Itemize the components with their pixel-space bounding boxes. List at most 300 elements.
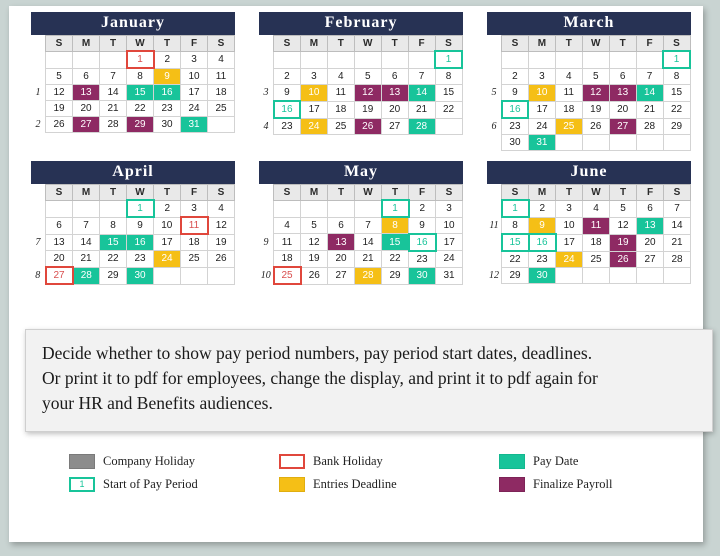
day-cell[interactable]: 10	[528, 85, 555, 102]
day-cell[interactable]: 9	[502, 85, 529, 102]
day-cell-empty[interactable]	[610, 268, 637, 284]
weekday-header: S	[663, 36, 690, 52]
legend-item-start	[69, 477, 279, 492]
day-cell[interactable]: 9	[409, 217, 436, 234]
day-cell[interactable]: 4	[555, 68, 582, 85]
legend-label: Finalize Payroll	[533, 477, 613, 491]
day-cell[interactable]: 7	[355, 217, 382, 234]
day-cell[interactable]: 30	[502, 135, 529, 151]
day-cell[interactable]: 23	[529, 251, 556, 268]
day-cell[interactable]: 9	[529, 217, 556, 234]
legend-label: Company Holiday	[103, 454, 196, 468]
day-cell[interactable]: 13	[381, 85, 408, 102]
weekday-header: T	[154, 185, 181, 201]
day-cell[interactable]: 10	[556, 217, 583, 234]
day-cell[interactable]: 12	[46, 85, 73, 101]
day-cell[interactable]: 17	[300, 101, 327, 118]
week-row	[31, 251, 235, 268]
week-row	[487, 85, 690, 102]
day-cell[interactable]: 16	[502, 101, 529, 118]
day-cell-empty[interactable]	[73, 200, 100, 217]
week-row	[31, 267, 235, 284]
day-cell[interactable]: 28	[100, 117, 127, 133]
day-cell[interactable]: 22	[127, 101, 154, 117]
day-cell[interactable]: 22	[663, 101, 690, 118]
week-row	[487, 268, 691, 284]
day-cell[interactable]: 14	[408, 85, 435, 102]
day-cell-empty[interactable]	[609, 51, 636, 68]
day-cell[interactable]: 7	[636, 68, 663, 85]
day-cell[interactable]: 12	[208, 217, 235, 234]
day-cell[interactable]: 22	[100, 251, 127, 268]
day-cell[interactable]: 4	[327, 68, 354, 85]
day-cell[interactable]: 17	[154, 234, 181, 251]
day-cell[interactable]: 2	[274, 68, 301, 85]
day-cell[interactable]: 9	[274, 85, 301, 102]
day-cell[interactable]: 6	[328, 217, 355, 234]
pay-period-number	[487, 200, 502, 217]
day-cell-empty[interactable]	[528, 51, 555, 68]
day-cell[interactable]: 25	[583, 251, 610, 268]
day-cell[interactable]: 2	[154, 51, 181, 68]
day-cell[interactable]: 20	[73, 101, 100, 117]
day-cell[interactable]: 13	[637, 217, 664, 234]
day-cell-empty[interactable]	[46, 200, 73, 217]
week-row	[487, 101, 690, 118]
weekday-header: T	[556, 185, 583, 201]
day-cell[interactable]: 8	[435, 68, 462, 85]
week-row	[259, 267, 463, 284]
legend-item-pay	[499, 454, 679, 469]
weekday-header: S	[436, 185, 463, 201]
day-cell[interactable]: 31	[528, 135, 555, 151]
day-cell[interactable]: 12	[301, 234, 328, 251]
day-cell[interactable]: 22	[435, 101, 462, 118]
day-cell[interactable]: 20	[609, 101, 636, 118]
day-cell[interactable]: 18	[274, 251, 301, 268]
day-cell[interactable]: 31	[181, 117, 208, 133]
weekday-header: F	[181, 36, 208, 52]
legend-swatch-pay-icon	[499, 454, 525, 469]
day-cell[interactable]: 26	[610, 251, 637, 268]
weekday-header: S	[502, 36, 529, 52]
pay-period-number: 3	[263, 87, 269, 99]
day-cell[interactable]: 27	[73, 117, 100, 133]
day-cell[interactable]: 25	[327, 118, 354, 135]
day-cell[interactable]: 24	[154, 251, 181, 268]
day-cell[interactable]: 17	[181, 85, 208, 101]
week-row	[31, 51, 235, 68]
day-cell[interactable]: 3	[181, 51, 208, 68]
day-cell-empty[interactable]	[582, 135, 609, 151]
weekday-header: W	[127, 185, 154, 201]
pay-period-number	[259, 101, 274, 118]
day-cell[interactable]: 12	[610, 217, 637, 234]
day-cell[interactable]: 21	[355, 251, 382, 268]
day-cell[interactable]: 1	[382, 200, 409, 217]
day-cell[interactable]: 21	[636, 101, 663, 118]
day-cell[interactable]: 18	[583, 234, 610, 251]
day-cell-empty[interactable]	[274, 200, 301, 217]
pay-period-number	[259, 68, 274, 85]
day-cell[interactable]: 4	[583, 200, 610, 217]
day-cell[interactable]: 1	[127, 51, 154, 68]
day-cell[interactable]: 25	[555, 118, 582, 135]
pay-period-number	[487, 68, 502, 85]
day-cell[interactable]: 23	[154, 101, 181, 117]
day-cell[interactable]: 5	[354, 68, 381, 85]
day-cell[interactable]: 18	[555, 101, 582, 118]
day-cell[interactable]: 20	[328, 251, 355, 268]
day-cell-empty[interactable]	[46, 51, 73, 68]
day-cell[interactable]: 14	[355, 234, 382, 251]
callout-line-3: your HR and Benefits audiences.	[42, 393, 273, 414]
day-cell[interactable]: 3	[300, 68, 327, 85]
day-cell[interactable]: 14	[100, 85, 127, 101]
day-cell[interactable]: 15	[502, 234, 529, 251]
day-cell[interactable]: 24	[181, 101, 208, 117]
day-cell[interactable]: 18	[208, 85, 235, 101]
day-cell[interactable]: 20	[381, 101, 408, 118]
day-cell[interactable]: 21	[100, 101, 127, 117]
day-cell[interactable]: 25	[208, 101, 235, 117]
day-cell[interactable]: 26	[582, 118, 609, 135]
day-cell-empty[interactable]	[381, 51, 408, 68]
day-cell-empty[interactable]	[181, 267, 208, 284]
day-cell[interactable]: 19	[582, 101, 609, 118]
week-row	[31, 217, 235, 234]
legend-swatch-holiday-icon	[69, 454, 95, 469]
day-cell[interactable]: 30	[127, 267, 154, 284]
day-cell[interactable]: 8	[100, 217, 127, 234]
day-cell[interactable]: 11	[181, 217, 208, 234]
day-cell[interactable]: 5	[582, 68, 609, 85]
day-cell[interactable]: 28	[636, 118, 663, 135]
day-cell-empty[interactable]	[100, 200, 127, 217]
day-cell-empty[interactable]	[582, 51, 609, 68]
week-row	[31, 85, 235, 101]
week-row	[487, 200, 691, 217]
day-cell[interactable]: 6	[609, 68, 636, 85]
day-cell-empty[interactable]	[636, 51, 663, 68]
day-cell[interactable]: 18	[181, 234, 208, 251]
day-cell[interactable]: 29	[127, 117, 154, 133]
callout-box	[25, 329, 713, 432]
pay-period-number: 10	[260, 270, 271, 281]
day-cell[interactable]: 7	[408, 68, 435, 85]
day-cell[interactable]: 19	[46, 101, 73, 117]
week-row	[31, 117, 235, 133]
weekday-header: F	[408, 36, 435, 52]
day-cell-empty[interactable]	[354, 51, 381, 68]
weekday-header: W	[583, 185, 610, 201]
day-cell[interactable]: 9	[127, 217, 154, 234]
day-cell[interactable]: 20	[46, 251, 73, 268]
day-cell[interactable]: 4	[274, 217, 301, 234]
day-cell[interactable]: 10	[300, 85, 327, 102]
day-cell[interactable]: 2	[409, 200, 436, 217]
day-cell[interactable]: 30	[409, 267, 436, 284]
month-title: January	[31, 12, 235, 35]
day-cell[interactable]: 13	[46, 234, 73, 251]
day-cell[interactable]: 16	[529, 234, 556, 251]
day-cell[interactable]: 11	[274, 234, 301, 251]
day-cell[interactable]: 17	[528, 101, 555, 118]
day-cell[interactable]: 26	[46, 117, 73, 133]
day-cell[interactable]: 18	[327, 101, 354, 118]
day-cell[interactable]: 26	[354, 118, 381, 135]
day-cell-empty[interactable]	[208, 117, 235, 133]
month-may	[259, 161, 463, 285]
day-cell[interactable]: 27	[381, 118, 408, 135]
week-row	[259, 234, 463, 251]
weekday-header: S	[274, 36, 301, 52]
day-cell-empty[interactable]	[328, 200, 355, 217]
day-cell[interactable]: 30	[529, 268, 556, 284]
pay-period-number	[259, 217, 274, 234]
weekday-header: W	[127, 36, 154, 52]
day-cell-empty[interactable]	[301, 200, 328, 217]
day-cell[interactable]: 10	[181, 68, 208, 85]
weekday-header: S	[208, 185, 235, 201]
day-cell-empty[interactable]	[556, 268, 583, 284]
day-cell[interactable]: 15	[100, 234, 127, 251]
weekday-header: S	[274, 185, 301, 201]
weekday-header: T	[154, 36, 181, 52]
day-cell[interactable]: 15	[382, 234, 409, 251]
day-cell[interactable]: 28	[664, 251, 691, 268]
day-cell-empty[interactable]	[154, 267, 181, 284]
day-cell[interactable]: 28	[355, 267, 382, 284]
day-cell[interactable]: 27	[609, 118, 636, 135]
day-cell[interactable]: 21	[408, 101, 435, 118]
day-cell[interactable]: 23	[409, 251, 436, 268]
day-cell[interactable]: 27	[46, 267, 73, 284]
day-cell[interactable]: 19	[610, 234, 637, 251]
day-cell-empty[interactable]	[208, 267, 235, 284]
week-row	[259, 200, 463, 217]
day-cell[interactable]: 1	[502, 200, 529, 217]
weekday-header: T	[100, 185, 127, 201]
day-cell[interactable]: 9	[154, 68, 181, 85]
day-cell-empty[interactable]	[408, 51, 435, 68]
day-cell[interactable]: 3	[556, 200, 583, 217]
weekday-header: F	[637, 185, 664, 201]
day-cell[interactable]: 4	[208, 200, 235, 217]
weekday-header: M	[73, 185, 100, 201]
day-cell[interactable]: 6	[46, 217, 73, 234]
weekday-header: S	[502, 185, 529, 201]
day-cell-empty[interactable]	[355, 200, 382, 217]
day-cell[interactable]: 26	[208, 251, 235, 268]
day-cell[interactable]: 23	[274, 118, 301, 135]
day-cell[interactable]: 4	[208, 51, 235, 68]
day-cell[interactable]: 8	[502, 217, 529, 234]
weekday-header: T	[610, 185, 637, 201]
day-cell[interactable]: 19	[301, 251, 328, 268]
weekday-header: M	[528, 36, 555, 52]
day-cell-empty[interactable]	[274, 51, 301, 68]
day-cell[interactable]: 5	[301, 217, 328, 234]
month-title: May	[259, 161, 463, 184]
day-cell-empty[interactable]	[555, 135, 582, 151]
pay-period-number: 4	[263, 120, 269, 132]
week-row	[259, 51, 462, 68]
day-cell-empty[interactable]	[300, 51, 327, 68]
weekday-header: W	[354, 36, 381, 52]
pay-period-number: 5	[491, 87, 497, 99]
day-cell[interactable]: 13	[73, 85, 100, 101]
legend-item-bank	[279, 454, 499, 469]
day-cell[interactable]: 11	[208, 68, 235, 85]
day-cell[interactable]: 17	[436, 234, 463, 251]
day-cell[interactable]: 12	[354, 85, 381, 102]
day-cell[interactable]: 26	[301, 267, 328, 284]
day-cell-empty[interactable]	[609, 135, 636, 151]
day-cell[interactable]: 17	[556, 234, 583, 251]
day-cell[interactable]: 12	[582, 85, 609, 102]
pay-period-number: 12	[489, 270, 499, 281]
day-cell[interactable]: 8	[382, 217, 409, 234]
day-cell-empty[interactable]	[327, 51, 354, 68]
day-cell[interactable]: 7	[73, 217, 100, 234]
day-cell-empty[interactable]	[583, 268, 610, 284]
day-cell[interactable]: 25	[274, 267, 301, 284]
day-cell[interactable]: 8	[663, 68, 690, 85]
day-cell[interactable]: 16	[127, 234, 154, 251]
day-cell[interactable]: 2	[502, 68, 529, 85]
day-cell[interactable]: 7	[664, 200, 691, 217]
weekday-header: W	[355, 185, 382, 201]
day-cell[interactable]: 28	[408, 118, 435, 135]
day-cell[interactable]: 21	[664, 234, 691, 251]
pay-period-number: 8	[35, 270, 41, 281]
day-cell[interactable]: 19	[354, 101, 381, 118]
day-cell[interactable]: 29	[502, 268, 529, 284]
day-cell[interactable]: 16	[154, 85, 181, 101]
weekday-header: T	[328, 185, 355, 201]
day-cell[interactable]: 29	[663, 118, 690, 135]
day-cell[interactable]: 24	[528, 118, 555, 135]
day-cell[interactable]: 2	[529, 200, 556, 217]
day-cell[interactable]: 14	[73, 234, 100, 251]
day-cell[interactable]: 15	[127, 85, 154, 101]
pay-period-number: 6	[491, 120, 497, 132]
month-table	[259, 184, 463, 285]
day-cell[interactable]: 16	[409, 234, 436, 251]
pay-period-number: 9	[263, 236, 269, 248]
day-cell[interactable]: 14	[664, 217, 691, 234]
legend-label: Pay Date	[533, 454, 579, 468]
month-table	[259, 35, 463, 135]
pay-period-number	[259, 51, 274, 68]
day-cell[interactable]: 24	[436, 251, 463, 268]
day-cell[interactable]: 24	[556, 251, 583, 268]
day-cell-empty[interactable]	[555, 51, 582, 68]
week-row	[487, 251, 691, 268]
day-cell[interactable]: 30	[154, 117, 181, 133]
day-cell[interactable]: 15	[663, 85, 690, 102]
day-cell[interactable]: 3	[436, 200, 463, 217]
day-cell[interactable]: 21	[73, 251, 100, 268]
legend-swatch-final-icon	[499, 477, 525, 492]
day-cell[interactable]: 27	[637, 251, 664, 268]
day-cell-empty[interactable]	[73, 51, 100, 68]
day-cell-empty[interactable]	[663, 135, 690, 151]
day-cell[interactable]: 8	[127, 68, 154, 85]
day-cell[interactable]: 1	[127, 200, 154, 217]
day-cell[interactable]: 3	[528, 68, 555, 85]
day-cell[interactable]: 31	[436, 267, 463, 284]
day-cell[interactable]: 27	[328, 267, 355, 284]
day-cell[interactable]: 11	[327, 85, 354, 102]
day-cell[interactable]: 23	[502, 118, 529, 135]
day-cell-empty[interactable]	[502, 51, 529, 68]
day-cell[interactable]: 6	[637, 200, 664, 217]
day-cell[interactable]: 23	[127, 251, 154, 268]
day-cell[interactable]: 13	[328, 234, 355, 251]
week-row	[31, 68, 235, 85]
legend-item-entries	[279, 477, 499, 492]
day-cell[interactable]: 15	[435, 85, 462, 102]
day-cell[interactable]: 19	[208, 234, 235, 251]
day-cell-empty[interactable]	[435, 118, 462, 135]
day-cell-empty[interactable]	[637, 268, 664, 284]
day-cell[interactable]: 29	[382, 267, 409, 284]
day-cell[interactable]: 1	[663, 51, 690, 68]
day-cell[interactable]: 3	[181, 200, 208, 217]
day-cell[interactable]: 22	[502, 251, 529, 268]
day-cell[interactable]: 6	[73, 68, 100, 85]
day-cell[interactable]: 22	[382, 251, 409, 268]
day-cell-empty[interactable]	[664, 268, 691, 284]
legend-item-holiday	[69, 454, 279, 469]
legend-swatch-start-icon: 1	[69, 477, 95, 492]
day-cell[interactable]: 28	[73, 267, 100, 284]
day-cell[interactable]: 10	[436, 217, 463, 234]
day-cell[interactable]: 1	[435, 51, 462, 68]
calendar-months-grid	[31, 12, 691, 295]
pay-period-column-header	[487, 185, 502, 201]
day-cell[interactable]: 11	[555, 85, 582, 102]
weekday-header: F	[181, 185, 208, 201]
day-cell[interactable]: 5	[46, 68, 73, 85]
day-cell[interactable]: 13	[609, 85, 636, 102]
month-april	[31, 161, 235, 285]
week-row	[259, 68, 462, 85]
day-cell[interactable]: 20	[637, 234, 664, 251]
month-june	[487, 161, 691, 285]
weekday-header: S	[208, 36, 235, 52]
day-cell[interactable]: 25	[181, 251, 208, 268]
day-cell[interactable]: 29	[100, 267, 127, 284]
day-cell[interactable]: 11	[583, 217, 610, 234]
day-cell[interactable]: 5	[610, 200, 637, 217]
pay-period-column-header	[259, 36, 274, 52]
day-cell-empty[interactable]	[636, 135, 663, 151]
pay-period-number	[31, 217, 46, 234]
day-cell[interactable]: 10	[154, 217, 181, 234]
day-cell[interactable]: 2	[154, 200, 181, 217]
day-cell-empty[interactable]	[100, 51, 127, 68]
weekday-header: M	[300, 36, 327, 52]
day-cell[interactable]: 6	[381, 68, 408, 85]
day-cell[interactable]: 24	[300, 118, 327, 135]
day-cell[interactable]: 16	[274, 101, 301, 118]
day-cell[interactable]: 7	[100, 68, 127, 85]
weekday-header: T	[382, 185, 409, 201]
day-cell[interactable]: 14	[636, 85, 663, 102]
